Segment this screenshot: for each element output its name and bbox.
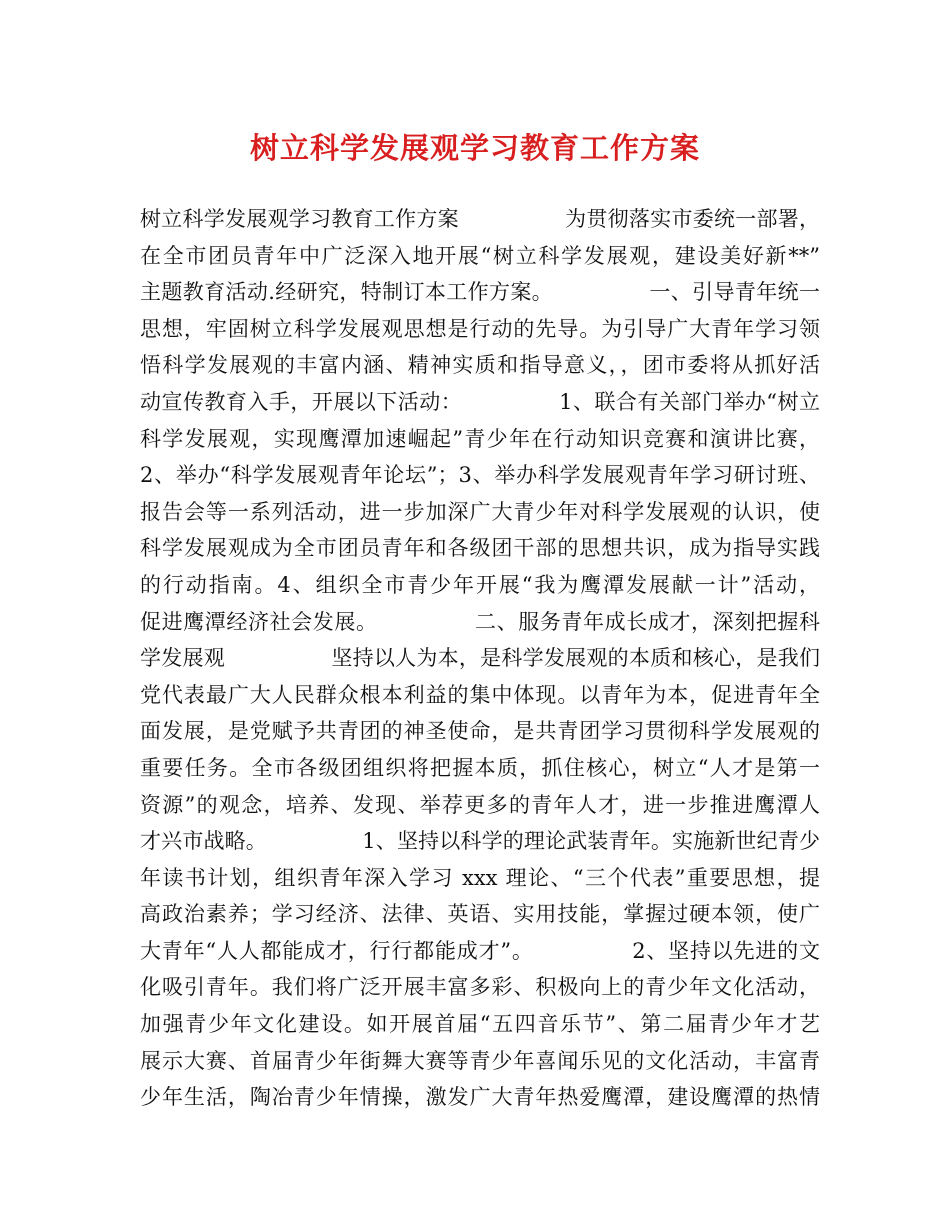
body-line: 高政治素养；学习经济、法律、英语、实用技能，掌握过硬本领，使广 <box>140 902 820 927</box>
body-line: 面发展，是党赋予共青团的神圣使命，是共青团学习贯彻科学发展观的 <box>140 719 820 744</box>
body-line: 悟科学发展观的丰富内涵、精神实质和指导意义，，团市委将从抓好活 <box>140 353 820 378</box>
body-line: 少年生活，陶冶青少年情操，激发广大青年热爱鹰潭，建设鹰潭的热情 <box>140 1085 820 1110</box>
body-line: 思想，牢固树立科学发展观思想是行动的先导。为引导广大青年学习领 <box>140 316 820 341</box>
body-line: 年读书计划，组织青年深入学习 xxx 理论、“三个代表”重要思想，提 <box>140 865 820 890</box>
body-line: 重要任务。全市各级团组织将把握本质，抓住核心，树立“人才是第一 <box>140 755 820 780</box>
body-line: 化吸引青年。我们将广泛开展丰富多彩、积极向上的青少年文化活动， <box>140 975 820 1000</box>
body-line: 促进鹰潭经济社会发展。 二、服务青年成长成才，深刻把握科 <box>140 609 820 634</box>
body-line: 主题教育活动.经研究，特制订本工作方案。 一、引导青年统一 <box>140 280 820 305</box>
document-body <box>140 201 820 1116</box>
body-line: 资源”的观念，培养、发现、举荐更多的青年人才，进一步推进鹰潭人 <box>140 792 820 817</box>
body-line: 科学发展观成为全市团员青年和各级团干部的思想共识，成为指导实践 <box>140 536 820 561</box>
body-line: 树立科学发展观学习教育工作方案 为贯彻落实市委统一部署， <box>140 207 820 231</box>
body-line: 才兴市战略。 1、坚持以科学的理论武装青年。实施新世纪青少 <box>140 829 820 854</box>
body-line: 科学发展观，实现鹰潭加速崛起”青少年在行动知识竞赛和演讲比赛， <box>140 426 820 451</box>
body-line: 学发展观 坚持以人为本，是科学发展观的本质和核心，是我们 <box>140 646 820 671</box>
body-line: 大青年“人人都能成才，行行都能成才”。 2、坚持以先进的文 <box>140 938 820 963</box>
body-line: 在全市团员青年中广泛深入地开展“树立科学发展观，建设美好新**” <box>140 243 820 268</box>
body-line: 的行动指南。4、组织全市青少年开展“我为鹰潭发展献一计”活动， <box>140 572 820 597</box>
body-line: 报告会等一系列活动，进一步加深广大青少年对科学发展观的认识，使 <box>140 499 820 524</box>
body-line: 2、举办“科学发展观青年论坛”；3、举办科学发展观青年学习研讨班、 <box>140 463 820 488</box>
document-title: 树立科学发展观学习教育工作方案 <box>249 131 700 165</box>
body-line: 加强青少年文化建设。如开展首届“五四音乐节”、第二届青少年才艺 <box>140 1012 820 1037</box>
body-line: 动宣传教育入手，开展以下活动： 1、联合有关部门举办“树立 <box>140 389 820 414</box>
body-line: 展示大赛、首届青少年街舞大赛等青少年喜闻乐见的文化活动，丰富青 <box>140 1048 820 1073</box>
body-line: 党代表最广大人民群众根本利益的集中体现。以青年为本，促进青年全 <box>140 682 820 707</box>
